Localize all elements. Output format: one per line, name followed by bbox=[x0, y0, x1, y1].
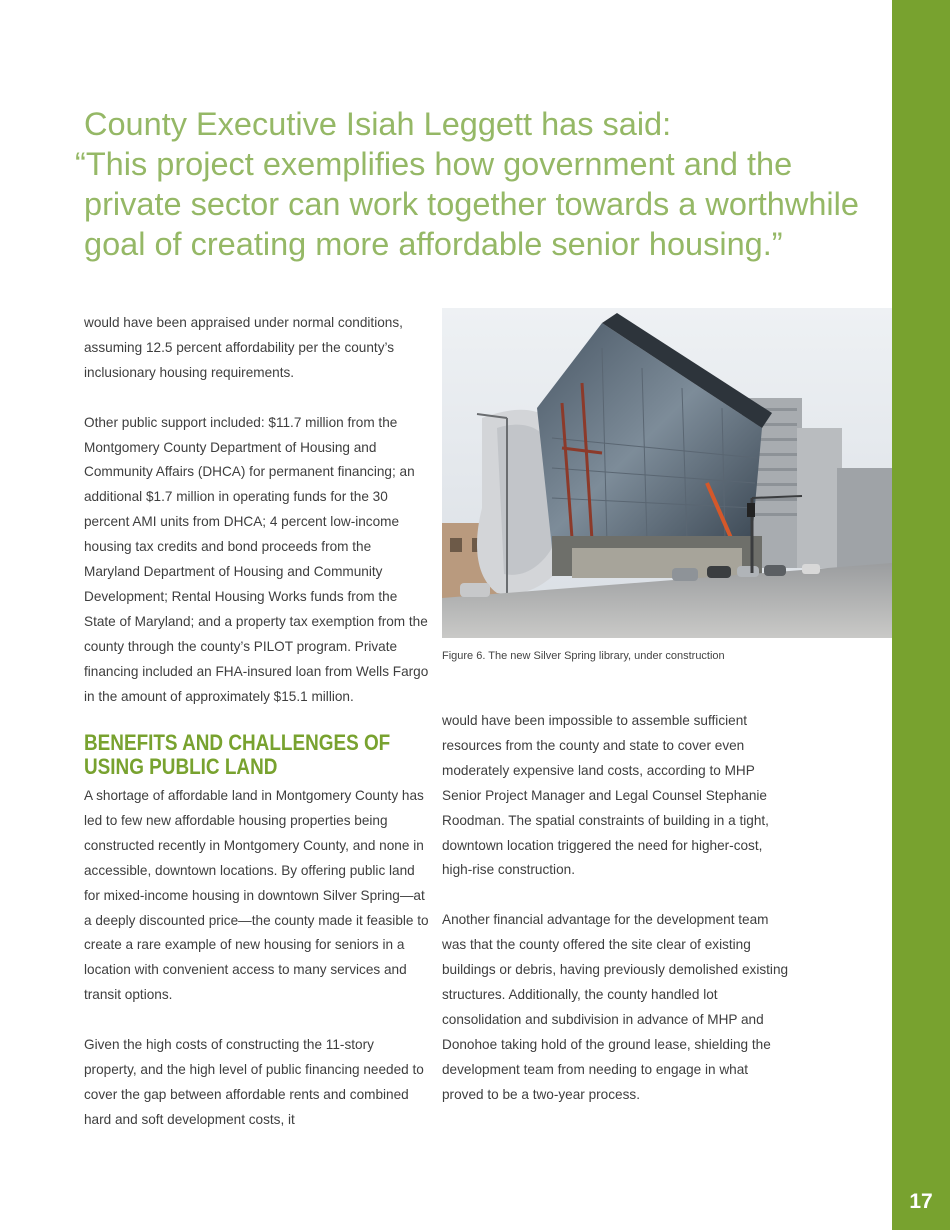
section-heading bbox=[84, 730, 391, 779]
section-heading-line-2: USING PUBLIC LAND bbox=[84, 754, 278, 779]
paragraph: Other public support included: $11.7 million from the Montgomery County Department of Housing and Community Affairs (DHCA) for permanent financing; an additional $1.7 million in operating funds for the 30 percent AMI units from DHCA; 4 percent low-income housing tax credits and bond proceeds from the Maryland Department of Housing and Community Development; Rental Housing Works funds from the State of Maryland; and a property tax exemption from the county through the county’s PILOT program. Private financing included an FHA-insured loan from Wells Fargo in the amount of approximately $15.1 million. bbox=[84, 414, 429, 704]
figure-caption: Figure 6. The new Silver Spring library, under construction bbox=[442, 650, 725, 662]
left-column-bottom bbox=[84, 784, 429, 1133]
pull-quote bbox=[75, 104, 874, 264]
right-column bbox=[442, 709, 792, 1107]
left-column-top bbox=[84, 311, 429, 709]
paragraph: A shortage of affordable land in Montgomery County has led to few new affordable housing properties being constructed recently in Montgomery County, and none in accessible, downtown locations. By offering public land for mixed-income housing in downtown Silver Spring—at a deeply discounted price—the county made it feasible to create a rare example of new housing for seniors in a location with convenient access to many services and transit options. bbox=[84, 788, 429, 1003]
paragraph: Another financial advantage for the development team was that the county offered the site clear of existing buildings or debris, having previously demolished existing structures. Additionally, the county handled lot consolidation and subdivision in advance of MHP and Donohoe taking hold of the ground lease, shielding the development team from needing to engage in what proved to be a two-year process. bbox=[442, 912, 789, 1102]
quote-line-4: goal of creating more affordable senior housing.” bbox=[84, 226, 783, 262]
quote-line-3: private sector can work together towards a worthwhile bbox=[84, 186, 859, 222]
paragraph: Given the high costs of constructing the 11-story property, and the high level of public financing needed to cover the gap between affordable rents and combined hard and soft development costs, it bbox=[84, 1037, 424, 1127]
page-number: 17 bbox=[909, 1190, 933, 1213]
paragraph: would have been impossible to assemble sufficient resources from the county and state to cover even moderately expensive land costs, according to MHP Senior Project Manager and Legal Counsel Stephanie Roodman. The spatial constraints of building in a tight, downtown location triggered the need for higher-cost, high-rise construction. bbox=[442, 713, 769, 878]
green-sidebar bbox=[892, 0, 950, 1230]
section-heading-line-1: BENEFITS AND CHALLENGES OF bbox=[84, 730, 391, 755]
paragraph: would have been appraised under normal conditions, assuming 12.5 percent affordability per the county’s inclusionary housing requirements. bbox=[84, 315, 403, 380]
quote-line-1: County Executive Isiah Leggett has said: bbox=[84, 106, 672, 142]
library-photo bbox=[442, 308, 892, 638]
quote-line-2: “This project exemplifies how government and the bbox=[75, 146, 793, 182]
